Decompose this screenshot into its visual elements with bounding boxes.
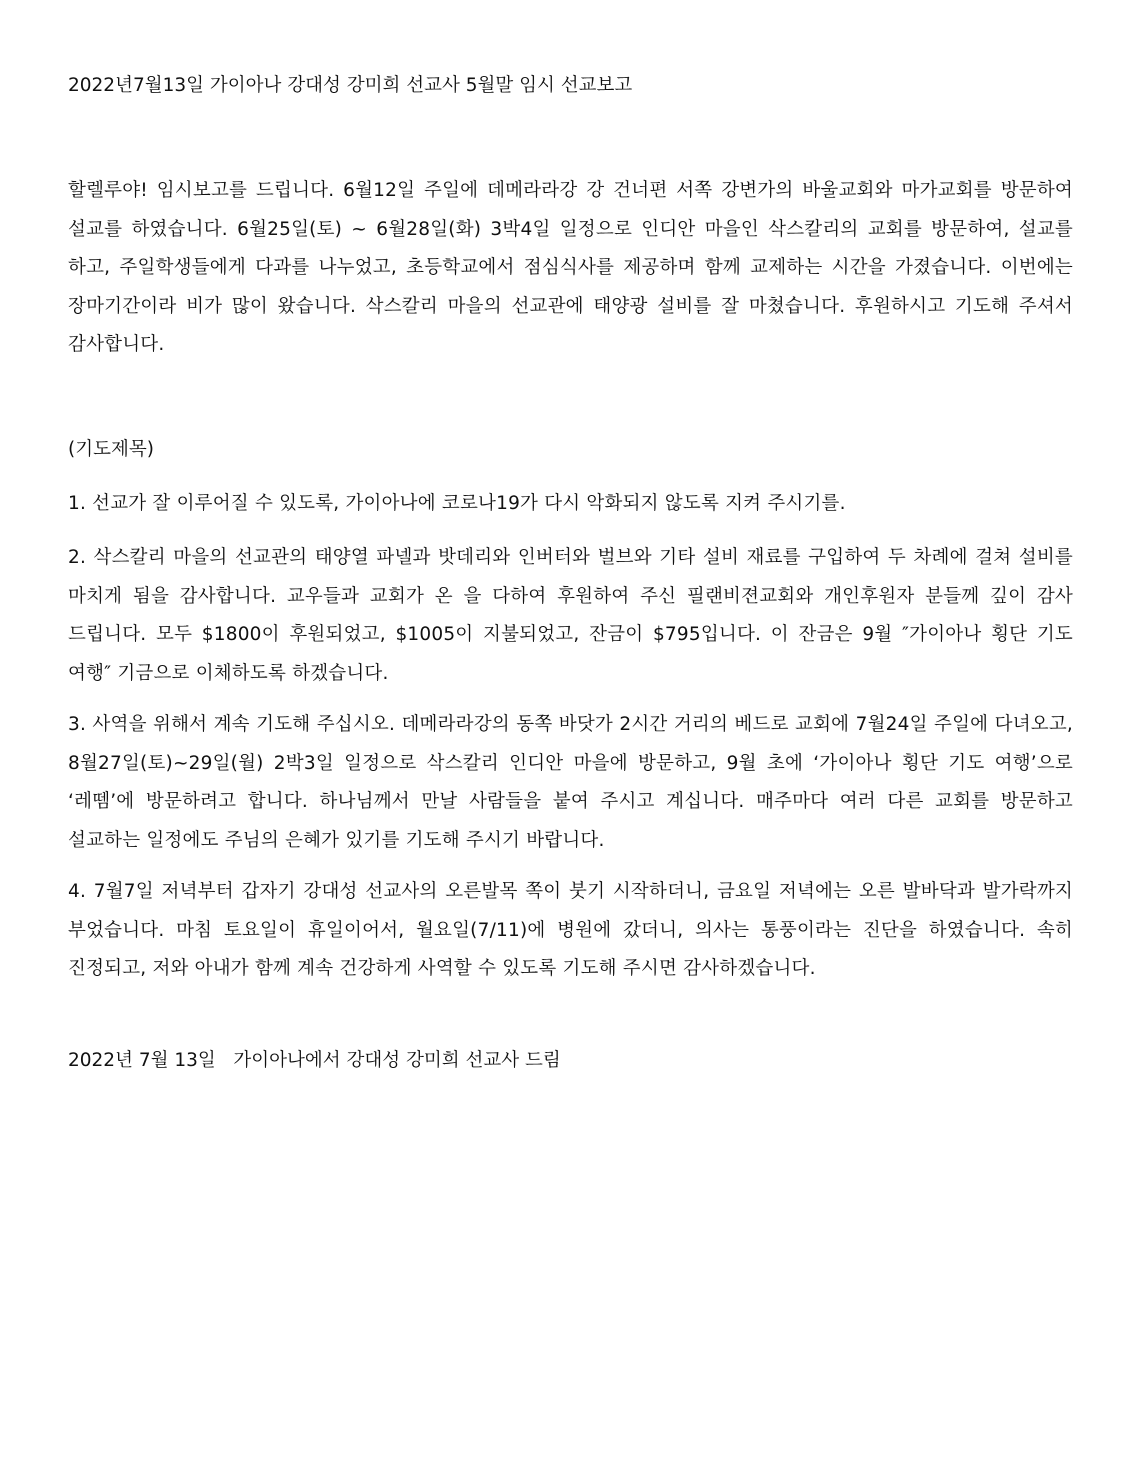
- prayer-item-1: 1. 선교가 잘 이루어질 수 있도록, 가이아나에 코로나19가 다시 악화되지 않도록 지켜 주시기를.: [68, 493, 846, 514]
- prayer-item-2: 2. 삭스칼리 마을의 선교관의 태양열 파넬과 밧데리와 인버터와 벌브와 기타 설비 재료를 구입하여 두 차례에 걸쳐 설비를 마치게 됨을 감사합니다. 교우들과 교회가 온 을 다하여 후원하여 주신 필랜비젼교회와 개인후원자 분들께 깊이 감사 드립니다. 모두 $1800이 후원되었고, $1005이 지불되었고, 잔금이 $795입니다. 이 잔금은 9월 ″가이아나 횡단 기도 여행″ 기금으로 이체하도록 하겠습니다.: [68, 547, 1073, 684]
- closing-signature: 2022년 7월 13일 가이아나에서 강대성 강미희 선교사 드림: [68, 1050, 561, 1071]
- intro-paragraph: 할렐루야! 임시보고를 드립니다. 6월12일 주일에 데메라라강 강 건너편 서쪽 강변가의 바울교회와 마가교회를 방문하여 설교를 하였습니다. 6월25일(토) ~ 6월28일(화) 3박4일 일정으로 인디안 마을인 삭스칼리의 교회를 방문하여, 설교를 하고, 주일학생들에게 다과를 나누었고, 초등학교에서 점심식사를 제공하며 함께 교제하는 시간을 가졌습니다. 이번에는 장마기간이라 비가 많이 왔습니다. 삭스칼리 마을의 선교관에 태양광 설비를 잘 마쳤습니다. 후원하시고 기도해 주셔서 감사합니다.: [68, 180, 1073, 355]
- document-title: 2022년7월13일 가이아나 강대성 강미희 선교사 5월말 임시 선교보고: [68, 75, 633, 96]
- prayer-item-3: 3. 사역을 위해서 계속 기도해 주십시오. 데메라라강의 동쪽 바닷가 2시간 거리의 베드로 교회에 7월24일 주일에 다녀오고, 8월27일(토)~29일(월) 2박3일 일정으로 삭스칼리 인디안 마을에 방문하고, 9월 초에 ‘가이아나 횡단 기도 여행’으로 ‘레뗌’에 방문하려고 합니다. 하나님께서 만날 사람들을 붙여 주시고 계십니다. 매주마다 여러 다른 교회를 방문하고 설교하는 일정에도 주님의 은혜가 있기를 기도해 주시기 바랍니다.: [68, 714, 1073, 851]
- prayer-item-4: 4. 7월7일 저녁부터 갑자기 강대성 선교사의 오른발목 쪽이 붓기 시작하더니, 금요일 저녁에는 오른 발바닥과 발가락까지 부었습니다. 마침 토요일이 휴일이어서, 월요일(7/11)에 병원에 갔더니, 의사는 통풍이라는 진단을 하였습니다. 속히 진정되고, 저와 아내가 함께 계속 건강하게 사역할 수 있도록 기도해 주시면 감사하겠습니다.: [68, 881, 1073, 979]
- prayer-heading: (기도제목): [68, 439, 154, 460]
